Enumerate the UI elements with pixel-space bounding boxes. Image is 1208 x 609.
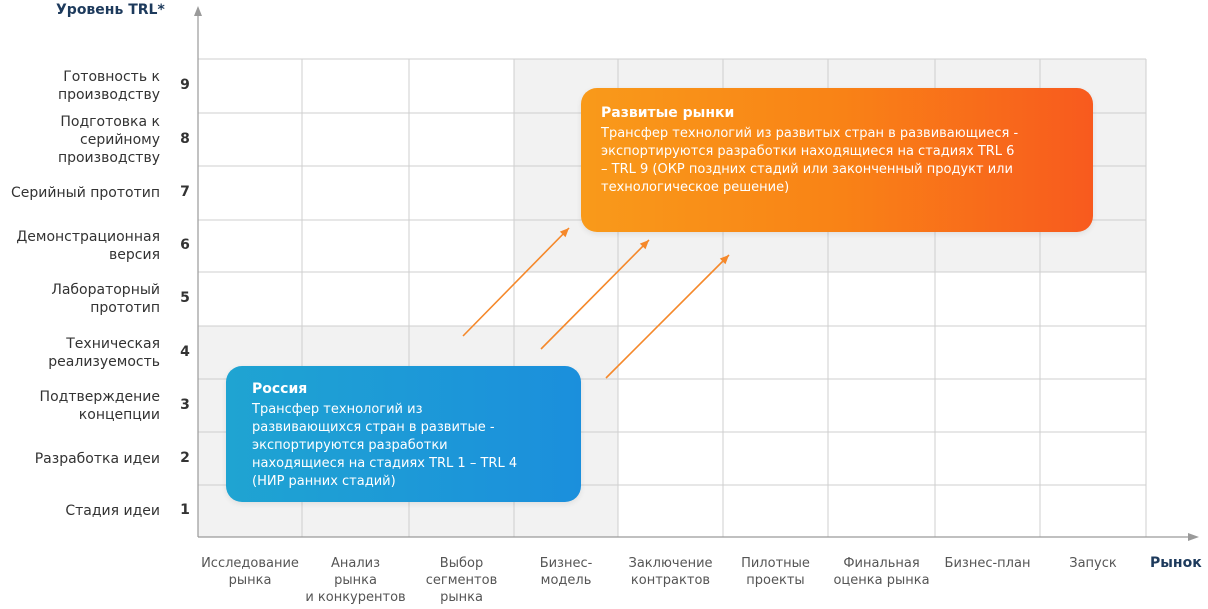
trl-level-label-line: прототип: [90, 300, 160, 316]
market-stage-label-line: рынка: [228, 573, 272, 588]
trl-level-label-line: серийному: [80, 131, 160, 148]
developed-markets-box: [581, 88, 1093, 232]
market-stage-label-line: Запуск: [1069, 556, 1117, 571]
trl-level-label: [0, 68, 160, 104]
trl-level-label: [0, 184, 160, 202]
market-stage-label: [405, 555, 518, 606]
market-stage-label-line: контрактов: [630, 573, 711, 588]
trl-level-label-line: Техническая: [66, 335, 160, 352]
trl-level-number: 4: [180, 343, 190, 360]
market-stage-label: [719, 555, 832, 589]
trl-level-label-line: производству: [57, 149, 160, 166]
market-stage-label: [510, 555, 622, 589]
market-stage-label-line: Бизнес-план: [944, 556, 1031, 571]
trl-level-label: [0, 388, 160, 424]
russia-text-line: (НИР ранних стадий): [252, 474, 396, 489]
trl-level-label-line: версия: [109, 247, 160, 263]
russia-text: [252, 401, 555, 491]
market-stage-label-line: оценка рынка: [833, 573, 930, 588]
market-stage-label-line: Бизнес-: [539, 556, 593, 571]
trl-level-label-line: Готовность к: [63, 69, 160, 85]
market-stage-label-line: сегментов: [425, 573, 498, 588]
developed-text-line: – TRL 9 (ОКР поздних стадий или законченный продукт или: [601, 162, 1013, 177]
russia-title: Россия: [252, 381, 308, 397]
x-axis-title: Рынок: [1150, 555, 1202, 571]
trl-level-label: [0, 450, 160, 468]
developed-text-line: технологическое решение): [601, 180, 790, 195]
market-stage-label-line: Выбор: [439, 556, 484, 571]
market-stage-label: [614, 555, 727, 589]
russia-text-line: находящиеся на стадиях TRL 1 – TRL 4: [252, 456, 518, 471]
trl-level-label-line: Подтверждение: [39, 388, 160, 405]
market-stage-label-line: Заключение: [628, 556, 713, 571]
trl-level-label-line: реализуемость: [48, 353, 160, 370]
trl-level-label-line: Стадия идеи: [65, 503, 160, 519]
trl-level-label-line: Лабораторный: [51, 282, 160, 298]
russia-box: [226, 366, 581, 502]
trl-level-number: 2: [180, 449, 190, 466]
market-stage-label: [931, 555, 1044, 572]
market-stage-label: [1036, 555, 1150, 572]
market-stage-label-line: Финальная: [843, 556, 920, 571]
market-stage-label-line: Анализ: [330, 556, 381, 571]
trl-level-label-line: Подготовка к: [60, 113, 160, 130]
russia-text-line: развивающихся стран в развитые -: [252, 420, 495, 435]
developed-markets-text: [601, 125, 1073, 197]
trl-level-number: 9: [180, 77, 190, 93]
trl-level-label-line: концепции: [78, 406, 160, 423]
trl-level-label: [0, 281, 160, 317]
trl-level-label-line: Разработка идеи: [34, 450, 160, 467]
russia-text-line: экспортируются разработки: [252, 438, 448, 453]
trl-level-number: 5: [180, 290, 190, 306]
market-stage-label-line: проекты: [746, 573, 805, 588]
trl-level-number: 1: [180, 502, 190, 518]
trl-level-label: [0, 113, 160, 167]
trl-level-label-line: Серийный прототип: [11, 185, 160, 201]
trl-level-number: 8: [180, 130, 190, 147]
trl-level-label-line: производству: [57, 87, 160, 103]
market-stage-label-line: и конкурентов: [305, 590, 406, 605]
trl-level-label-line: Демонстрационная: [16, 229, 160, 245]
market-stage-label: [194, 555, 306, 589]
market-stage-label: [824, 555, 939, 589]
trl-level-number: 7: [180, 184, 190, 200]
market-stage-label: [298, 555, 413, 606]
market-stage-label-line: рынка: [334, 573, 377, 588]
market-stage-label-line: рынка: [440, 590, 483, 605]
trl-level-number: 6: [180, 237, 190, 253]
developed-text-line: Трансфер технологий из развитых стран в развивающиеся -: [601, 126, 1019, 141]
y-axis-arrowhead: [194, 6, 202, 16]
trl-level-label: [0, 335, 160, 371]
market-stage-label-line: Исследование: [201, 556, 299, 571]
y-axis-title: Уровень TRL*: [56, 2, 165, 18]
trl-level-label: [0, 228, 160, 264]
transfer-arrow: [606, 255, 729, 378]
russia-text-line: Трансфер технологий из: [252, 402, 423, 417]
developed-markets-title: Развитые рынки: [601, 105, 735, 121]
market-stage-label-line: Пилотные: [741, 556, 810, 571]
x-axis-arrowhead: [1188, 533, 1199, 541]
developed-text-line: экспортируются разработки находящиеся на стадиях TRL 6: [601, 144, 1015, 159]
trl-level-label: [0, 502, 160, 520]
trl-level-number: 3: [180, 396, 190, 413]
market-stage-label-line: модель: [540, 573, 592, 588]
